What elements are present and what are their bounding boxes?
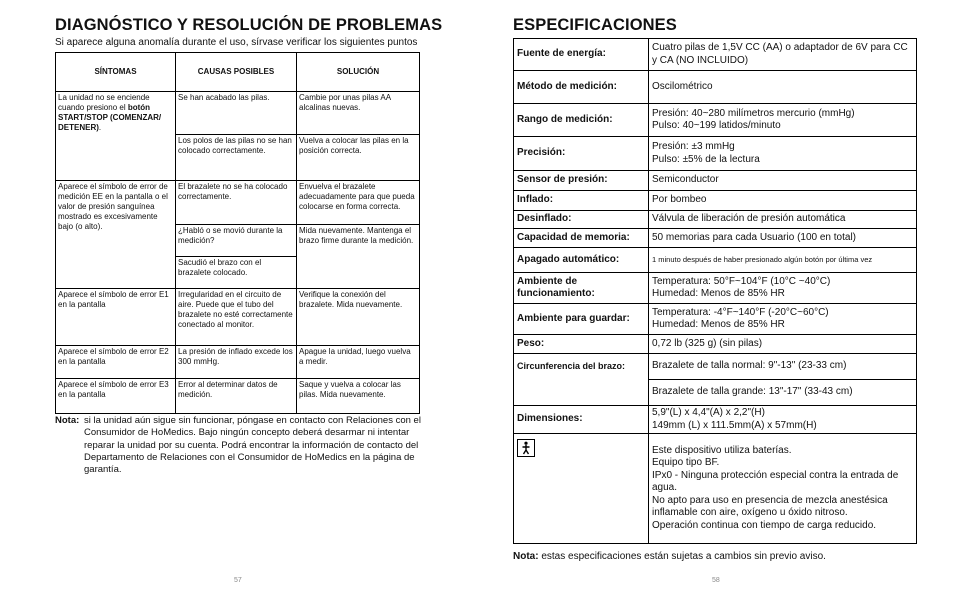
spec-value-line: Cuatro pilas de 1,5V CC (AA) o adaptador de 6V para CC y CA (NO INCLUIDO) <box>652 42 908 66</box>
solution-cell: Vuelva a colocar las pilas en la posición correcta. <box>297 135 420 181</box>
spec-label: Desinflado: <box>514 211 649 229</box>
type-bf-applied-part-icon <box>517 439 535 457</box>
solution-cell: Mida nuevamente. Mantenga el brazo firme durante la medición. <box>297 225 420 289</box>
spec-label: Inflado: <box>514 191 649 211</box>
spec-label: Apagado automático: <box>514 248 649 273</box>
symptom-cell: Aparece el símbolo de error E2 en la pantalla <box>56 346 176 379</box>
table-row <box>56 379 420 414</box>
symptom-cell: Aparece el símbolo de error E1 en la pantalla <box>56 289 176 346</box>
symptom-text-end: . <box>98 123 102 132</box>
spec-row <box>514 229 917 248</box>
table-row <box>56 289 420 346</box>
note-label: Nota: <box>55 415 80 426</box>
solution-cell: Envuelva el brazalete adecuadamente para que pueda colocarse en forma correcta. <box>297 181 420 225</box>
spec-value <box>649 229 917 248</box>
spec-value-line: Operación continua con tiempo de carga reducido. <box>652 519 877 531</box>
cause-cell: Error al determinar datos de medición. <box>176 379 297 414</box>
spec-value <box>649 211 917 229</box>
spec-row <box>514 335 917 354</box>
cause-cell: Se han acabado las pilas. <box>176 92 297 135</box>
spec-value-line: Presión: 40~280 milímetros mercurio (mmHg) <box>652 107 855 119</box>
page-specifications <box>513 0 918 600</box>
spec-row <box>514 39 917 71</box>
spec-value <box>649 137 917 171</box>
spec-label: Rango de medición: <box>514 104 649 137</box>
spec-value-line: IPx0 - Ninguna protección especial contra la entrada de agua. <box>652 469 899 494</box>
specifications-note <box>513 551 881 563</box>
spec-value-line: Oscilométrico <box>652 80 713 92</box>
spec-row <box>514 273 917 304</box>
spec-value <box>649 354 917 380</box>
spec-label: Ambiente de funcionamiento: <box>514 273 649 304</box>
cause-cell: Los polos de las pilas no se han colocado correctamente. <box>176 135 297 181</box>
cause-cell: El brazalete no se ha colocado correctamente. <box>176 181 297 225</box>
spec-icon-cell <box>514 434 649 544</box>
page-troubleshooting <box>55 0 443 600</box>
spec-row <box>514 406 917 434</box>
cause-cell: Irregularidad en el circuito de aire. Puede que el tubo del brazalete no esté correctamente conectado al monitor. <box>176 289 297 346</box>
spec-value <box>649 335 917 354</box>
spec-value-line: Pulso: 40~199 latidos/minuto <box>652 120 781 131</box>
spec-value-line: Brazalete de talla grande: 13"-17" (33-43 cm) <box>652 386 853 398</box>
header-causes: CAUSAS POSIBLES <box>176 53 297 92</box>
spec-row <box>514 71 917 104</box>
page-number: 57 <box>234 577 242 584</box>
spec-value-line: Humedad: Menos de 85% HR <box>652 288 785 299</box>
spec-value-line: No apto para uso en presencia de mezcla anestésica inflamable con aire, oxígeno u óxido nitroso. <box>652 494 888 519</box>
spec-label: Ambiente para guardar: <box>514 304 649 335</box>
symptom-button-name: botón START/STOP (COMENZAR/ DETENER) <box>58 103 162 132</box>
spec-value <box>649 406 917 434</box>
spec-value <box>649 380 917 406</box>
cause-cell: ¿Habló o se movió durante la medición? <box>176 225 297 257</box>
spec-value-line: Brazalete de talla normal: 9"-13" (23-33 cm) <box>652 360 847 372</box>
spec-label: Método de medición: <box>514 71 649 104</box>
spec-value <box>649 39 917 71</box>
spec-value <box>649 191 917 211</box>
spec-row <box>514 137 917 171</box>
troubleshooting-title: DIAGNÓSTICO Y RESOLUCIÓN DE PROBLEMAS <box>55 16 443 34</box>
solution-cell: Saque y vuelva a colocar las pilas. Mida nuevamente. <box>297 379 420 414</box>
spec-row <box>514 191 917 211</box>
spec-row <box>514 104 917 137</box>
spec-value <box>649 248 917 273</box>
spec-label: Dimensiones: <box>514 406 649 434</box>
spec-label: Peso: <box>514 335 649 354</box>
solution-cell: Apague la unidad, luego vuelva a medir. <box>297 346 420 379</box>
spec-value-line: Este dispositivo utiliza baterías. <box>652 445 792 457</box>
table-row <box>56 346 420 379</box>
page-number: 58 <box>712 577 720 584</box>
spec-value-line: Presión: ±3 mmHg <box>652 141 735 153</box>
spec-value-line: Válvula de liberación de presión automática <box>652 213 846 225</box>
spec-value-line: Pulso: ±5% de la lectura <box>652 153 760 165</box>
solution-cell: Cambie por unas pilas AA alcalinas nuevas. <box>297 92 420 135</box>
spec-value-line: Humedad: Menos de 85% HR <box>652 319 785 330</box>
troubleshooting-subtitle: Si aparece alguna anomalía durante el uso, sírvase verificar los siguientes puntos <box>55 37 418 48</box>
spec-value-line: Temperatura: 50°F~104°F (10°C ~40°C) <box>652 275 831 287</box>
cause-cell: La presión de inflado excede los 300 mmHg. <box>176 346 297 379</box>
spec-value-line: 5,9"(L) x 4,4"(A) x 2,2"(H) <box>652 407 765 419</box>
note-text: estas especificaciones están sujetas a cambios sin previo aviso. <box>541 551 826 562</box>
specifications-table <box>513 38 917 544</box>
table-row <box>56 92 420 135</box>
troubleshooting-note <box>55 415 423 476</box>
spec-row <box>514 248 917 273</box>
spec-row <box>514 211 917 229</box>
spec-value <box>649 104 917 137</box>
symptom-cell <box>56 92 176 181</box>
spec-label: Precisión: <box>514 137 649 171</box>
solution-cell: Verifique la conexión del brazalete. Mida nuevamente. <box>297 289 420 346</box>
cause-cell: Sacudió el brazo con el brazalete colocado. <box>176 257 297 289</box>
spec-label: Sensor de presión: <box>514 171 649 191</box>
note-label: Nota: <box>513 551 539 562</box>
spec-label: Circunferencia del brazo: <box>514 354 649 406</box>
header-symptoms: SÍNTOMAS <box>56 53 176 92</box>
note-text: si la unidad aún sigue sin funcionar, póngase en contacto con Relaciones con el Consumidor de HoMedics. Bajo ningún concepto deberá desarmar ni intentar reparar la unidad por su cuenta. Podrá encontrar la información de contacto del Departamento de Relaciones con el Consumidor de HoMedics en la página de garantía. <box>84 415 421 476</box>
spec-value-line: 149mm (L) x 111.5mm(A) x 57mm(H) <box>652 419 817 431</box>
spec-label: Fuente de energía: <box>514 39 649 71</box>
spec-value-line: 1 minuto después de haber presionado algún botón por última vez <box>652 254 873 264</box>
symptom-cell: Aparece el símbolo de error de medición EE en la pantalla o el valor de presión sanguínea mostrado es excesivamente bajo (o alto). <box>56 181 176 289</box>
spec-value-line: Por bombeo <box>652 194 707 206</box>
spec-value <box>649 304 917 335</box>
spec-value-line: 50 memorias para cada Usuario (100 en total) <box>652 231 856 243</box>
header-solution: SOLUCIÓN <box>297 53 420 92</box>
spec-label: Capacidad de memoria: <box>514 229 649 248</box>
table-row <box>56 181 420 225</box>
table-header-row <box>56 53 420 92</box>
spec-row <box>514 434 917 544</box>
specifications-title: ESPECIFICACIONES <box>513 16 677 34</box>
spec-value-line: Temperatura: -4°F~140°F (-20°C~60°C) <box>652 306 829 318</box>
symptom-text: La unidad no se enciende cuando presiono el <box>58 93 150 112</box>
spec-value <box>649 71 917 104</box>
spec-row <box>514 354 917 380</box>
spec-row <box>514 304 917 335</box>
spec-value <box>649 171 917 191</box>
spec-value <box>649 273 917 304</box>
troubleshooting-table <box>55 52 420 414</box>
spec-value <box>649 434 917 544</box>
spec-value-line: Semiconductor <box>652 174 719 186</box>
symptom-cell: Aparece el símbolo de error E3 en la pantalla <box>56 379 176 414</box>
spec-value-line: Equipo tipo BF. <box>652 457 720 469</box>
spec-value-line: 0,72 lb (325 g) (sin pilas) <box>652 337 763 349</box>
spec-row <box>514 171 917 191</box>
